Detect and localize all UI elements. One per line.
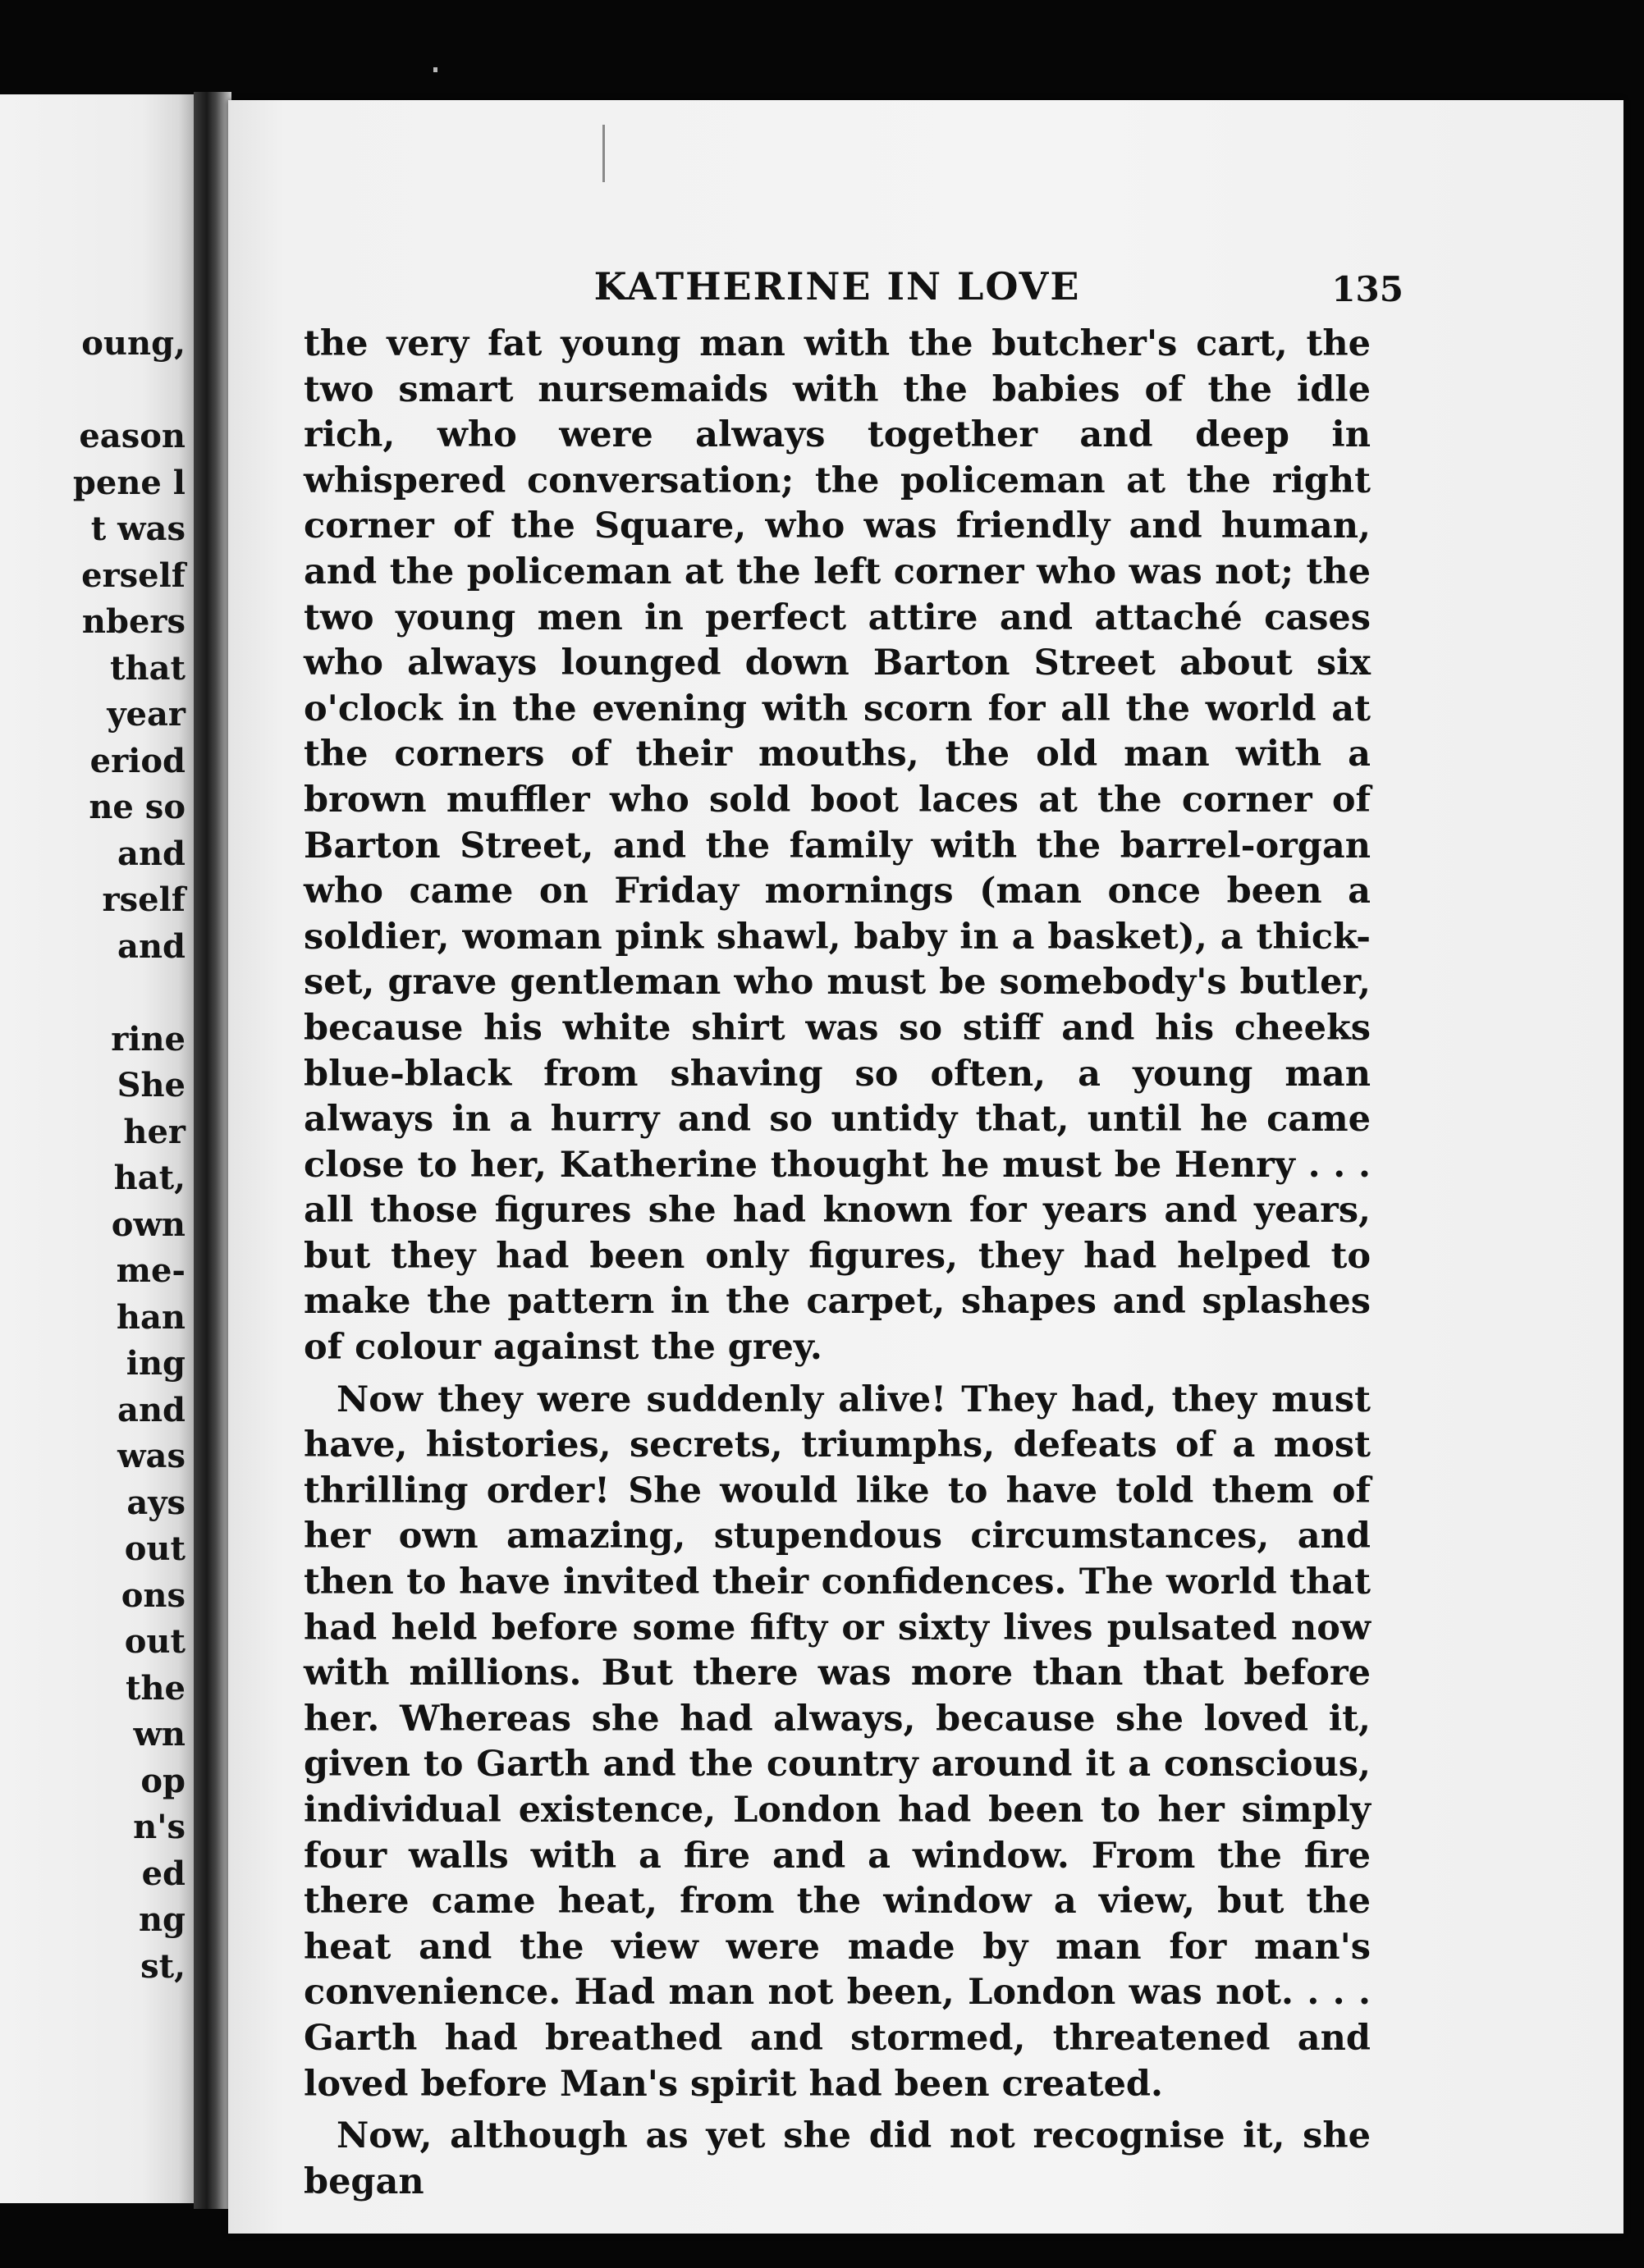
left-page-fragment: ng [138,1900,185,1939]
left-page-fragment: nbers [81,602,185,641]
body-text [304,322,1371,2205]
left-page-fragment: and [117,926,185,966]
left-page-fragment: her [123,1112,185,1151]
left-page-fragment: rine [111,1019,185,1059]
left-page-fragment: eriod [89,741,185,780]
left-page-fragment: han [116,1297,185,1337]
left-page-fragment: st, [140,1946,185,1986]
dust-speck [433,67,437,72]
left-page-fragment: the [125,1668,185,1708]
paragraph-1: the very fat young man with the butcher's cart, the two smart nursemaids with the babies of the idle rich, who were always together and deep in whispered conversation; the policeman at the right corner of the Square, who was friendly and human, and the policeman at the left corner who was not; the two young men in perfect attire and attaché cases who always lounged down Barton Street about six o'clock in the evening with scorn for all the world at the corners of their mouths, the old man with a brown muffler who sold boot laces at the corner of Barton Street, and the family with the barrel-organ who came on Friday mornings (man once been a soldier, woman pink shawl, baby in a basket), a thick-set, grave gentleman who must be somebody's butler, because his white shirt was so stiff and his cheeks blue-black from shaving so often, a young man always in a hurry and so untidy that, until he came close to her, Katherine thought he must be Henry . . . all those figures she had known for years and years, but they had been only figures, they had helped to make the pattern in the carpet, shapes and splashes of colour against the grey. [304,323,1371,1369]
left-page-fragment: that [110,648,185,688]
page-number: 135 [1331,269,1404,309]
page-crease-mark [602,125,605,182]
left-page-fragment: rself [102,880,185,919]
left-page-fragment: eason [79,417,185,455]
left-page-fragment: and [117,834,185,873]
left-page-fragment: ays [126,1483,185,1522]
left-page-fragment: ons [121,1575,185,1615]
left-page-fragment: ne so [89,788,185,826]
left-page-fragment: op [140,1761,185,1800]
paragraph-3: Now, although as yet she did not recognise it, she began [304,2115,1371,2202]
left-page-fragment: n's [133,1808,185,1846]
left-page-fragment: wn [133,1715,185,1754]
left-page-fragment: out [124,1530,185,1568]
left-page-fragment: out [124,1622,185,1661]
book-page-right [228,100,1623,2234]
left-page-fragment: was [117,1437,185,1475]
book-gutter [194,92,231,2209]
left-page-fragment: year [107,695,185,734]
left-page-fragment: t was [90,510,185,548]
left-page-fragment: She [117,1066,185,1104]
paragraph-2: Now they were suddenly alive! They had, they must have, histories, secrets, triumphs, defeats of a most thrilling order! She would like to have told them of her own amazing, stupendous circumstances, and then to have invited their confidences. The world that had held before some fifty or sixty lives pulsated now with millions. But there was more than that before her. Whereas she had always, because she loved it, given to Garth and the country around it a conscious, individual existence, London had been to her simply four walls with a fire and a window. From the fire there came heat, from the window a view, but the heat and the view were made by man for man's convenience. Had man not been, London was not. . . . Garth had breathed and stormed, threatened and loved before Man's spirit had been created. [304,1379,1371,2105]
left-page-fragment: hat, [113,1159,185,1197]
running-title: KATHERINE IN LOVE [593,264,1081,309]
left-page-fragment: pene l [72,463,185,502]
left-page-fragment: oung, [81,324,185,363]
facing-page-left [0,94,204,2203]
left-page-fragment: own [111,1205,185,1244]
left-page-fragment: ed [141,1854,185,1893]
left-page-fragment: ing [126,1344,185,1383]
left-page-fragment: erself [81,556,185,595]
running-head [304,264,1404,322]
page-content [304,264,1404,2205]
left-page-fragment: and [117,1390,185,1429]
left-page-fragment: me- [116,1251,185,1290]
